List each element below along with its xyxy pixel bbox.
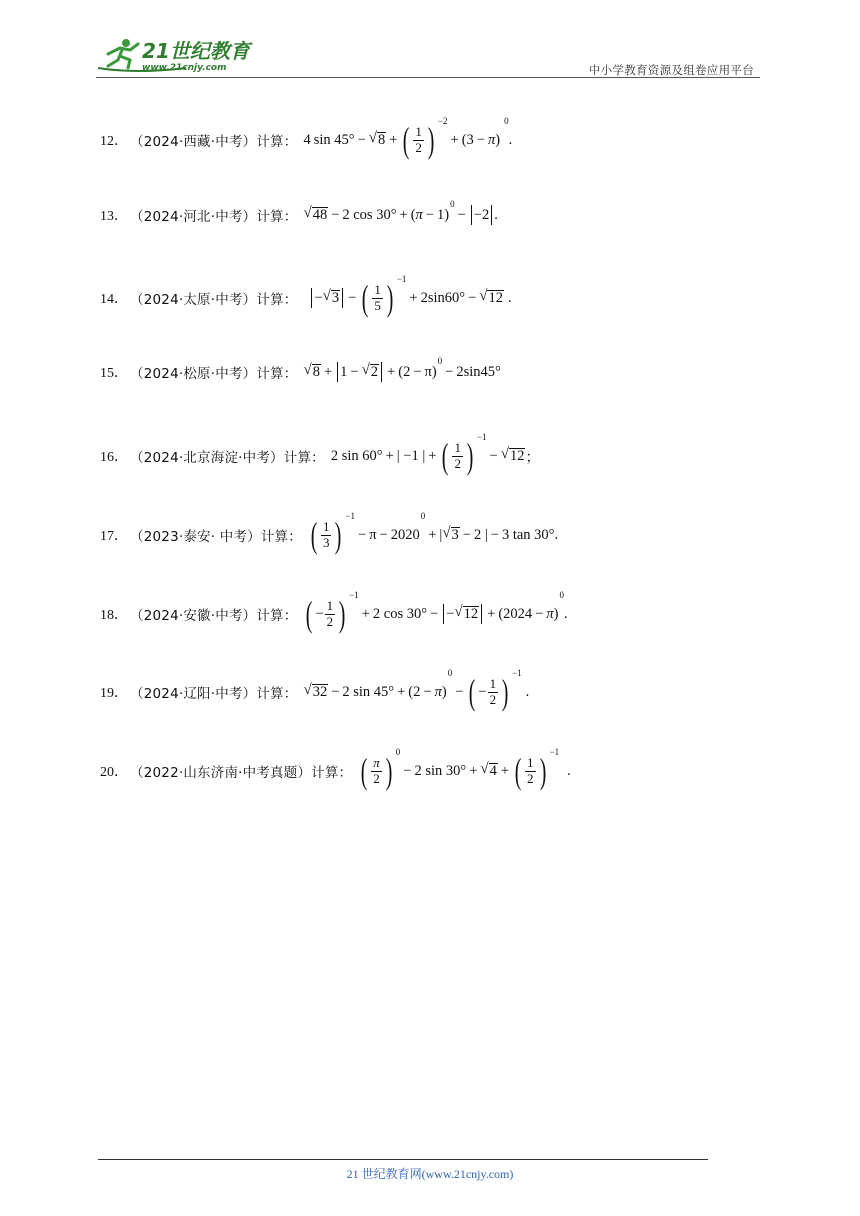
- question-number: 15．: [100, 366, 128, 381]
- question-17: [100, 511, 559, 555]
- question-source: （2023·泰安· 中考）计算：: [130, 529, 302, 545]
- question-source: （2024·辽阳·中考）计算：: [130, 686, 298, 702]
- question-number: 14．: [100, 292, 128, 307]
- question-14: [100, 274, 512, 318]
- question-number: 17．: [100, 529, 128, 544]
- question-source: （2024·河北·中考）计算：: [130, 209, 298, 225]
- footer-divider: [98, 1159, 708, 1160]
- question-20: [100, 747, 571, 791]
- question-number: 13．: [100, 209, 128, 224]
- question-18: [100, 590, 568, 634]
- math-expression: √ 32 − 2 sin 45° + (2 − π ) 0 − ( − $\frac{1}{2}$ ) −1 .: [303, 668, 530, 712]
- question-16: [100, 432, 540, 476]
- page-header: [96, 30, 760, 78]
- math-expression: ( $\frac{1}{3}$ ) −1 − π − 2020 0 + | √ 3 − 2 | − 3 tan 30°.: [310, 511, 559, 555]
- math-expression: 4 sin 45° − √ 8 + ( $\frac{1}{2}$ ) −2 + (3 − π ) 0 .: [303, 116, 513, 160]
- question-13: [100, 199, 498, 225]
- question-number: 12．: [100, 134, 128, 149]
- question-source: （2024·太原·中考）计算：: [130, 292, 298, 308]
- question-number: 18．: [100, 608, 128, 623]
- svg-text:21世纪教育: 21世纪教育: [142, 39, 250, 63]
- math-expression: √ 8 + 1 − √ 2 + (2 − π) 0 − 2sin45°: [303, 356, 501, 381]
- question-source: （2024·西藏·中考）计算：: [130, 134, 298, 150]
- math-expression: ( $\frac{\pi}{2}$ ) 0 − 2 sin 30° + √ 4 + ( $\frac{1}{2}$ ) −1 .: [360, 747, 571, 791]
- question-source: （2024·北京海淀·中考）计算：: [130, 450, 325, 466]
- header-divider: [96, 77, 760, 78]
- math-expression: ( − $\frac{1}{2}$ ) −1 + 2 cos 30° − − √ 12 + (2024 − π ) 0 .: [306, 590, 568, 634]
- question-12: [100, 116, 513, 160]
- svg-text:www.21cnjy.com: www.21cnjy.com: [142, 63, 227, 73]
- question-source: （2024·松原·中考）计算：: [130, 366, 298, 382]
- math-expression: √ 48 − 2 cos 30° + ( π − 1) 0 − −2 .: [303, 199, 498, 224]
- question-19: [100, 668, 530, 712]
- question-number: 16．: [100, 450, 128, 465]
- math-expression: − √ 3 − ( $\frac{1}{5}$ ) −1 + 2sin60° − √ 12 .: [309, 280, 511, 316]
- question-15: [100, 356, 501, 382]
- question-number: 20．: [100, 765, 128, 780]
- question-number: 19．: [100, 686, 128, 701]
- footer-link[interactable]: 21 世纪教育网(www.21cnjy.com): [346, 1167, 514, 1181]
- logo-graphic: [96, 34, 266, 74]
- math-expression: 2 sin 60° + | −1 | + ( $\frac{1}{2}$ ) −1 − √ 12 ；: [330, 432, 540, 476]
- question-source: （2024·安徽·中考）计算：: [130, 608, 298, 624]
- platform-name: 中小学教育资源及组卷应用平台: [588, 63, 754, 77]
- question-source: （2022·山东济南·中考真题）计算：: [130, 765, 353, 781]
- site-logo: [96, 34, 266, 74]
